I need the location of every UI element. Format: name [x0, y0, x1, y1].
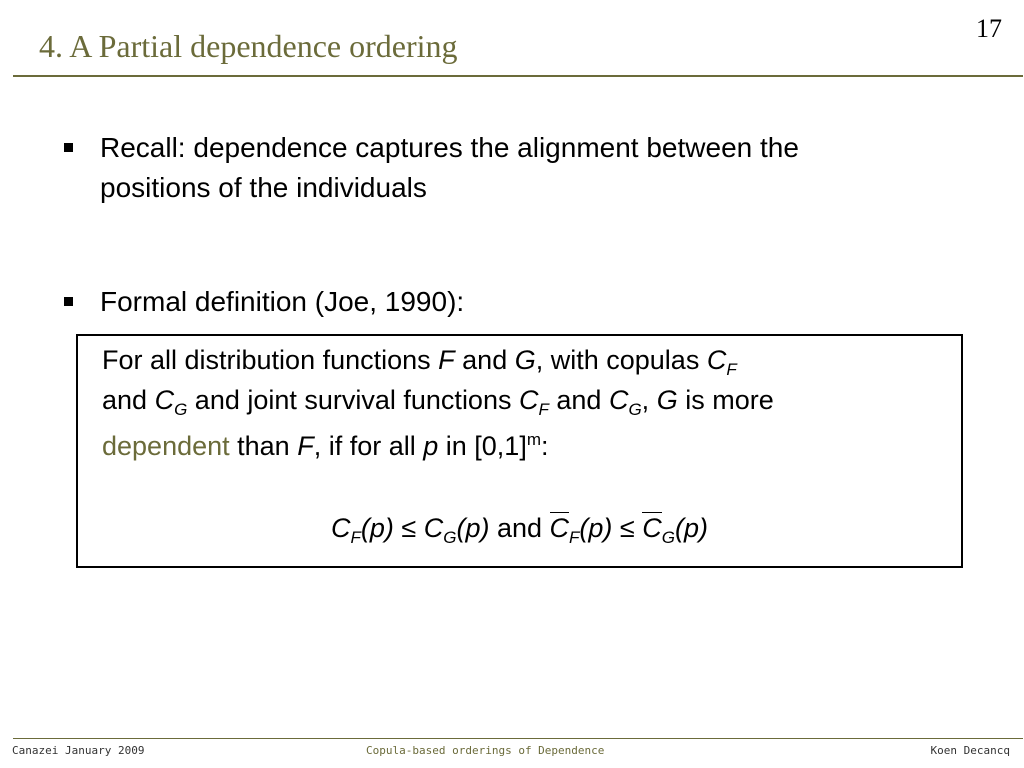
footer-left: Canazei January 2009 [12, 744, 145, 757]
footer-right: Koen Decancq [930, 744, 1010, 757]
slide-number: 17 [976, 14, 1002, 43]
square-bullet-icon [64, 297, 73, 306]
dependence-formula: $C_F(p) \le C_G(p)$ and $C_F(p) \le C_G(p)$ [331, 513, 708, 547]
bullet-line: Recall: dependence captures the alignment between the [100, 132, 799, 163]
bullet-line: Formal definition (Joe, 1990): [100, 286, 465, 317]
definition-box [76, 334, 963, 568]
definition-line-3: dependent than F, if for all p in $[0,1]^m$: [102, 430, 549, 461]
bullet-line: positions of the individuals [100, 172, 427, 203]
definition-text [102, 340, 962, 460]
footer-divider [13, 738, 1023, 739]
slide-title: 4. A Partial dependence ordering [39, 28, 458, 64]
definition-line-2: and $C_G$ and joint survival functions $C_F$ and $C_G$, G is more [102, 385, 774, 419]
title-divider [13, 75, 1023, 77]
square-bullet-icon [64, 143, 73, 152]
bullet-text [100, 282, 464, 322]
footer-center: Copula-based orderings of Dependence [366, 744, 605, 757]
bullet-text [100, 128, 799, 208]
survival-overbar: C [642, 513, 662, 543]
definition-line-1: For all distribution functions F and G, with copulas $C_F$ [102, 345, 737, 379]
survival-overbar: C [549, 513, 570, 543]
dependent-keyword: dependent [102, 431, 230, 461]
